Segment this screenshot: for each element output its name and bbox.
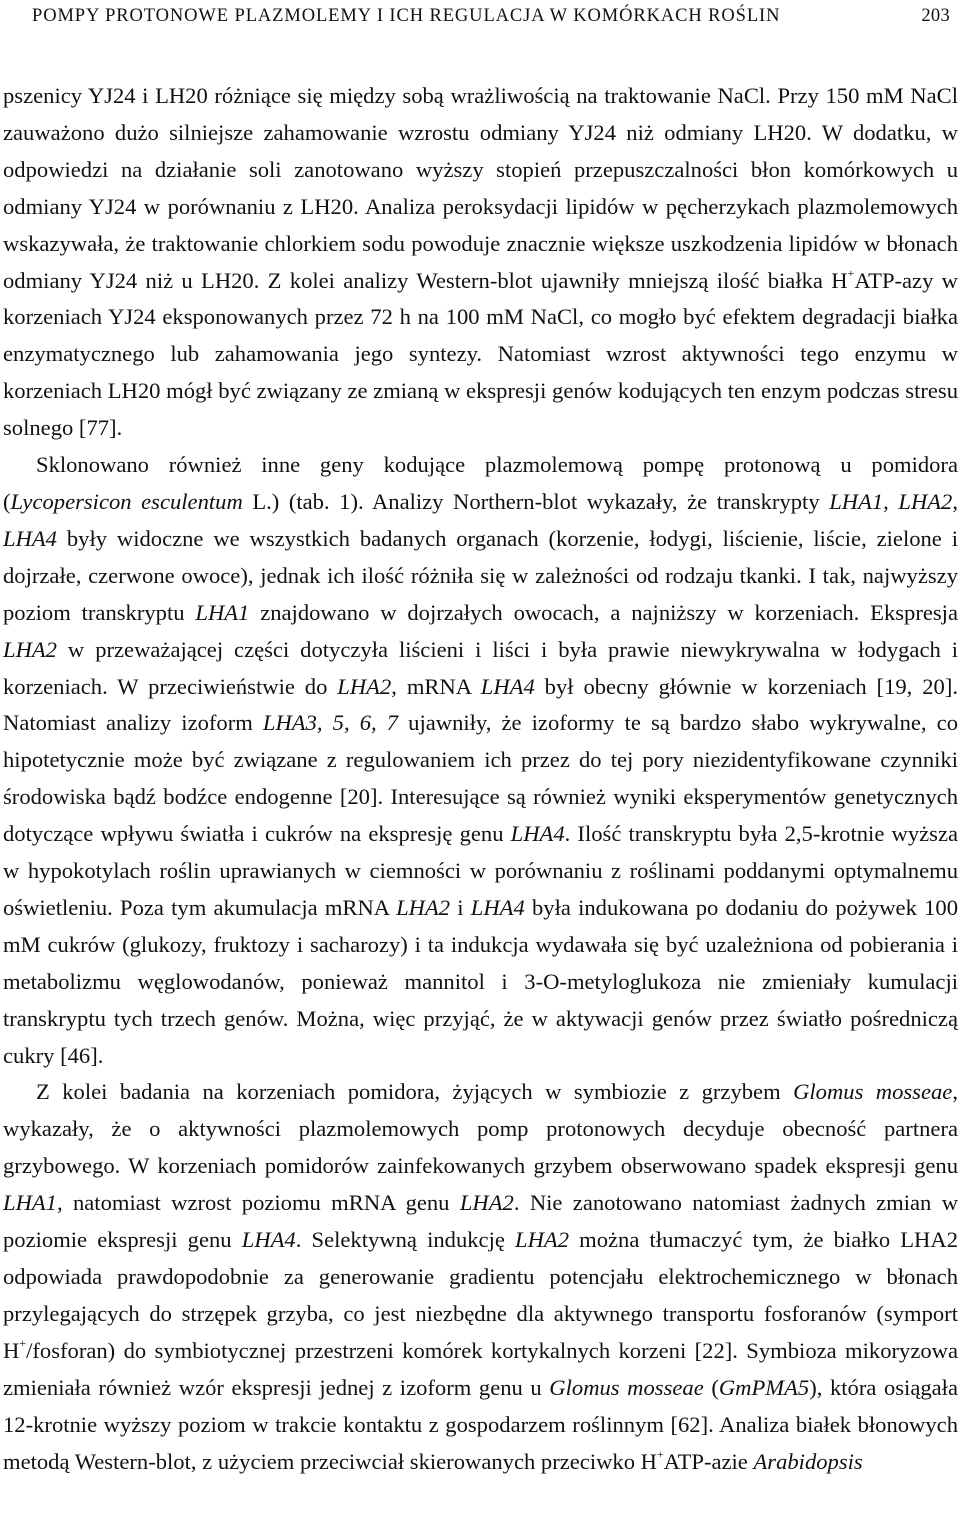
italic-term: LHA4 xyxy=(470,894,525,920)
running-head-title: POMPY PROTONOWE PLAZMOLEMY I ICH REGULACJA W KOMÓRKACH ROŚLIN xyxy=(32,6,781,26)
text-run: ), która osiągała 12-krotnie wyższy poziom w trakcie kontaktu z gospodarzem roślinnym [62]. Analiza białek błonowych metodą Western-blot, z użyciem przeciwciał skierowanych przeciwko H xyxy=(3,1374,958,1474)
page-number: 203 xyxy=(921,6,950,26)
paragraph xyxy=(3,78,958,447)
superscript: + xyxy=(656,1447,664,1461)
italic-term: LHA4 xyxy=(3,525,57,551)
italic-term: LHA4 xyxy=(241,1227,296,1253)
text-run: . Ilość transkryptu była 2,5-krotnie wyższa w hypokotylach roślin uprawianych w ciemności w porównaniu z roślinami poddanymi optymalnemu oświetleniu. Poza tym akumulacja mRNA xyxy=(3,821,958,920)
text-run: był obecny głównie w korzeniach [19, 20]. Natomiast analizy izoform xyxy=(3,673,958,736)
italic-term: Arabidopsis xyxy=(753,1448,863,1474)
text-run: w przeważającej części dotyczyła liścieni i liści i była prawie niewykrywalna w łodygach i korzeniach. W przeciwieństwie do xyxy=(3,636,958,699)
text-run: i xyxy=(450,894,471,920)
italic-term: LHA2 xyxy=(459,1190,514,1216)
text-run: ujawniły, że izoformy te są bardzo słabo wykrywalne, co hipotetycznie może być związane z regulowaniem ich przez do tej pory niezidentyfikowane czynniki środowiska bądź bodźce endogenne [20]. Interesujące są również wyniki eksperymentów genetycznych dotyczące wpływu światła i cukrów na ekspresję genu xyxy=(3,710,958,847)
italic-term: LHA1 xyxy=(3,1190,57,1216)
italic-term: LHA1 xyxy=(195,599,250,625)
italic-term: LHA2 xyxy=(3,636,57,662)
paragraph xyxy=(3,447,958,1074)
body-text xyxy=(3,78,958,1480)
text-run: /fosforan) do symbiotycznej przestrzeni komórek kortykalnych korzeni [22]. Symbioza mikoryzowa zmieniała również wzór ekspresji jednej z izoform genu u xyxy=(3,1337,958,1400)
text-run: , wykazały, że o aktywności plazmolemowych pomp protonowych decyduje obecność partnera grzybowego. W korzeniach pomidorów zainfekowanych grzybem obserwowano spadek ekspresji genu xyxy=(3,1079,958,1179)
text-run: znajdowano w dojrzałych owocach, a najniższy w korzeniach. Ekspresja xyxy=(249,599,958,625)
text-run: , xyxy=(952,488,959,514)
superscript: + xyxy=(847,266,855,280)
text-run: , mRNA xyxy=(391,673,481,699)
italic-term: Glomus mosseae xyxy=(793,1079,953,1105)
text-run: można tłumaczyć tym, że białko LHA2 odpowiada prawdopodobnie za generowanie gradientu potencjału elektrochemicznego w błonach przylegających do strzępek grzyba, co jest niezbędne dla aktywnego transportu fosforanów (symport H xyxy=(3,1227,958,1363)
text-run: , natomiast wzrost poziomu mRNA genu xyxy=(56,1190,460,1216)
italic-term: GmPMA5 xyxy=(718,1374,810,1400)
italic-term: LHA1 xyxy=(829,488,884,514)
paragraph xyxy=(3,1074,958,1480)
superscript: + xyxy=(19,1336,27,1351)
italic-term: LHA2 xyxy=(898,488,953,514)
text-run: Sklonowano również inne geny kodujące plazmolemową pompę protonową u pomidora ( xyxy=(3,452,958,514)
text-run: , xyxy=(883,488,899,514)
italic-term: LHA2 xyxy=(396,894,451,920)
running-head xyxy=(3,0,958,34)
italic-term: Glomus mosseae xyxy=(549,1374,704,1400)
text-run: była indukowana po dodaniu do pożywek 100 mM cukrów (glukozy, fruktozy i sacharozy) i ta indukcja wydawała się być uzależniona od pobierania i metabolizmu węglowodanów, ponieważ mannitol i 3-O-metyloglukoza nie zmieniały kumulacji transkryptu tych trzech genów. Można, więc przyjąć, że w aktywacji genów przez światło pośredniczą cukry [46]. xyxy=(3,894,958,1068)
italic-term: LHA2 xyxy=(515,1227,570,1253)
italic-term: LHA4 xyxy=(480,673,535,699)
italic-term: LHA4 xyxy=(510,821,565,847)
text-run: . Nie zanotowano natomiast żadnych zmian w poziomie ekspresji genu xyxy=(3,1190,959,1253)
text-run: ( xyxy=(703,1374,719,1400)
italic-term: Lycopersicon esculentum xyxy=(10,488,243,514)
italic-term: LHA2 xyxy=(337,673,392,699)
text-run: L.) (tab. 1). Analizy Northern-blot wykazały, że transkrypty xyxy=(242,488,830,514)
text-run: były widoczne we wszystkich badanych organach (korzenie, łodygi, liścienie, liście, zielone i dojrzałe, czerwone owoce), jednak ich ilość różniła się w zależności od rodzaju tkanki. I tak, najwyższy poziom transkryptu xyxy=(3,525,958,625)
text-run: Z kolei badania na korzeniach pomidora, żyjących w symbiozie z grzybem xyxy=(36,1079,794,1105)
text-run: ATP-azy w korzeniach YJ24 eksponowanych przez 72 h na 100 mM NaCl, co mogło być efektem degradacji białka enzymatycznego lub zahamowania jego syntezy. Natomiast wzrost aktywności tego enzymu w korzeniach LH20 mógł być związany ze zmianą w ekspresji genów kodujących ten enzym podczas stresu solnego [77]. xyxy=(3,267,958,441)
text-run: ATP-azie xyxy=(663,1448,754,1474)
text-run: pszenicy YJ24 i LH20 różniące się między sobą wrażliwością na traktowanie NaCl. Przy 150 mM NaCl zauważono dużo silniejsze zahamowanie wzrostu odmiany YJ24 niż odmiany LH20. W dodatku, w odpowiedzi na działanie soli zanotowano wyższy stopień przepuszczalności błon komórkowych u odmiany YJ24 w porównaniu z LH20. Analiza peroksydacji lipidów w pęcherzykach plazmolemowych wskazywała, że traktowanie chlorkiem sodu powoduje znacznie większe uszkodzenia lipidów w błonach odmiany YJ24 niż u LH20. Z kolei analizy Western-blot ujawniły mniejszą ilość białka H xyxy=(3,83,958,293)
text-run: . Selektywną indukcję xyxy=(295,1227,516,1253)
italic-term: LHA3, 5, 6, 7 xyxy=(262,710,399,736)
